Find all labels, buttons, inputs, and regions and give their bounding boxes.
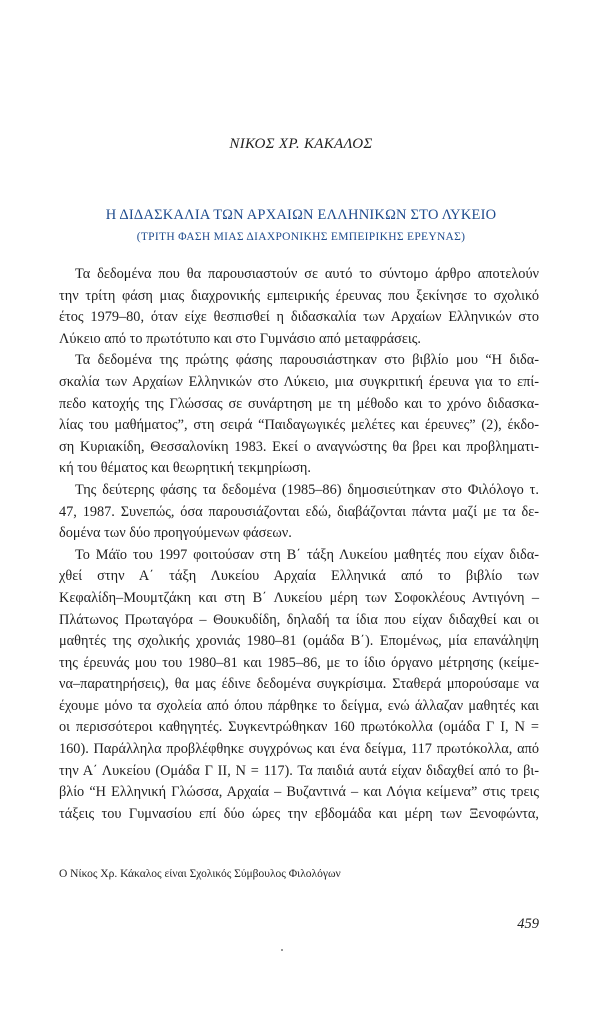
text-line: την τρίτη φάση μιας διαχρονικής εμπειρικής έρευνας που ξεκίνησε το σχολικό bbox=[59, 287, 539, 304]
text-line: σκαλία των Αρχαίων Ελληνικών στο Λύκειο, μια συγκριτική έρευνα για το επί- bbox=[59, 373, 539, 390]
text-line: μαθητές της σχολικής χρονιάς 1980–81 (ομάδα Β΄). Επομένως, μία επανάληψη bbox=[59, 633, 539, 650]
text-line: 160). Παράλληλα προβλέφθηκε συγχρόνως και ένα δείγμα, 117 πρωτόκολλα, από bbox=[59, 741, 539, 758]
text-line: οι περισσότεροι καθηγητές. Συγκεντρώθηκαν 160 πρωτόκολλα (ομάδα Γ Ι, Ν = bbox=[59, 719, 539, 736]
article-body bbox=[59, 264, 539, 825]
author-name: ΝΙΚΟΣ ΧΡ. ΚΑΚΑΛΟΣ bbox=[229, 136, 373, 152]
author-footnote: Ο Νίκος Χρ. Κάκαλος είναι Σχολικός Σύμβουλος Φιλολόγων bbox=[59, 868, 341, 880]
text-line: Κεφαλίδη–Μουμτζάκη και στη Β΄ Λυκείου μέρη των Σοφοκλέους Αντιγόνη – bbox=[59, 589, 539, 606]
text-line: πεδο κατοχής της Γλώσσας σε συνάρτηση με τη μέθοδο και το χρόνο διδασκα- bbox=[59, 395, 539, 412]
text-line: έχουμε μόνο τα σχολεία από όπου πάρθηκε το δείγμα, ενώ άλλαζαν μαθητές και bbox=[59, 697, 539, 714]
text-line: βλίο “Η Ελληνική Γλώσσα, Αρχαία – Βυζαντινά – και Λόγια κείμενα” στις τρεις bbox=[59, 784, 539, 801]
paragraph-2 bbox=[59, 350, 539, 480]
text-line: της έρευνάς μου του 1980–81 και 1985–86, με το ίδιο όργανο μέτρησης (κείμε- bbox=[59, 654, 539, 671]
text-line: Της δεύτερης φάσης τα δεδομένα (1985–86) δημοσιεύτηκαν στο Φιλόλογο τ. bbox=[75, 481, 539, 498]
paragraph-4 bbox=[59, 545, 539, 826]
text-line: χθεί στην Α΄ τάξη Λυκείου Αρχαία Ελληνικά από το βιβλίο των bbox=[59, 568, 539, 585]
text-line: κή του θέματος και θεωρητική τεκμηρίωση. bbox=[59, 460, 311, 477]
text-line: Το Μάϊο του 1997 φοιτούσαν στη Β΄ τάξη Λυκείου μαθητές που είχαν διδα- bbox=[75, 546, 539, 563]
page-number: 459 bbox=[517, 916, 539, 932]
text-line: Τα δεδομένα της πρώτης φάσης παρουσιάστηκαν στο βιβλίο μου “Η διδα- bbox=[75, 352, 539, 369]
text-line: έτος 1979–80, όταν είχε θεσπισθεί η διδασκαλία των Αρχαίων Ελληνικών στο bbox=[59, 309, 539, 326]
text-line: Λύκειο από το πρωτότυπο και στο Γυμνάσιο από μεταφράσεις. bbox=[59, 330, 421, 347]
text-line: τάξεις του Γυμνασίου επί δύο ώρες την εβδομάδα και μέρη των Ξενοφώντα, bbox=[59, 805, 539, 822]
text-line: 47, 1987. Συνεπώς, όσα παρουσιάζονται εδώ, διαβάζονται πάντα μαζί με τα δε- bbox=[59, 503, 539, 520]
scan-speck bbox=[281, 949, 283, 951]
text-line: ση Κυριακίδη, Θεσσαλονίκη 1983. Εκεί ο αναγνώστης θα βρει και προβληματι- bbox=[59, 438, 539, 455]
paragraph-3 bbox=[59, 480, 539, 545]
text-line: την Α΄ Λυκείου (Ομάδα Γ ΙΙ, Ν = 117). Τα παιδιά αυτά είχαν διδαχθεί από το βι- bbox=[59, 762, 539, 779]
text-line: λίας του μαθήματος”, στη σειρά “Παιδαγωγικές μελέτες και έρευνες” (2), έκδο- bbox=[59, 417, 539, 434]
article-title: Η ΔΙΔΑΣΚΑΛΙΑ ΤΩΝ ΑΡΧΑΙΩΝ ΕΛΛΗΝΙΚΩΝ ΣΤΟ ΛΥΚΕΙΟ bbox=[105, 207, 497, 223]
text-line: Πλάτωνος Πρωταγόρα – Θουκυδίδη, δηλαδή τα ίδια που είχαν διδαχθεί και οι bbox=[59, 611, 539, 628]
article-subtitle: (ΤΡΙΤΗ ΦΑΣΗ ΜΙΑΣ ΔΙΑΧΡΟΝΙΚΗΣ ΕΜΠΕΙΡΙΚΗΣ ΕΡΕΥΝΑΣ) bbox=[136, 231, 466, 243]
paragraph-1 bbox=[59, 264, 539, 350]
text-line: Τα δεδομένα που θα παρουσιαστούν σε αυτό το σύντομο άρθρο αποτελούν bbox=[75, 266, 539, 282]
text-line: δομένα των δύο προηγούμενων φάσεων. bbox=[59, 525, 292, 542]
text-line: να–παρατηρήσεις), θα μας έδινε δεδομένα συγκρίσιμα. Σταθερά μπορούσαμε να bbox=[59, 676, 539, 693]
